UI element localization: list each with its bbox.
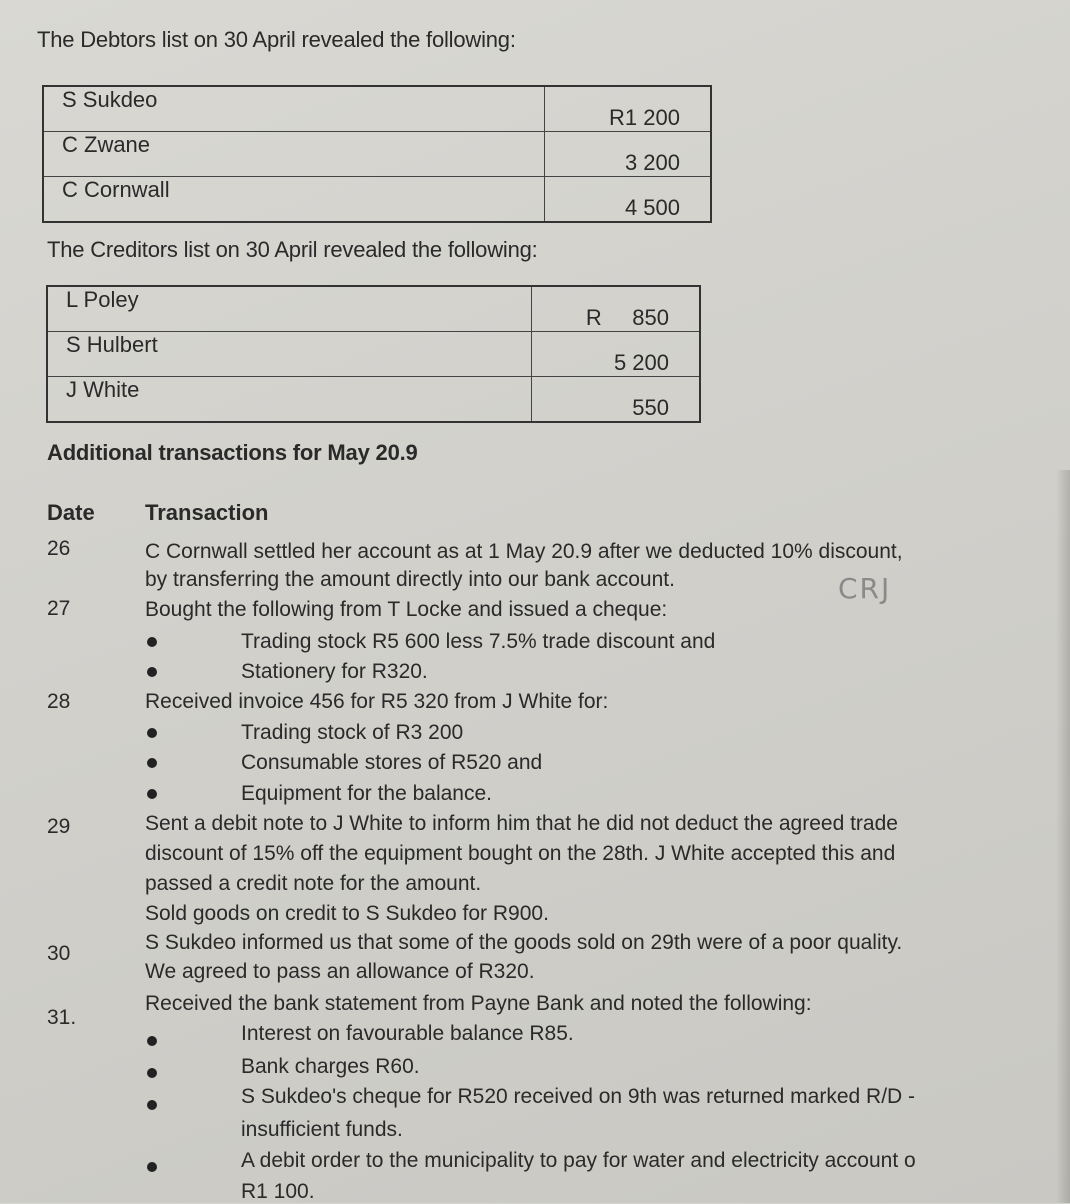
creditor-name: J White <box>47 377 531 423</box>
bullet-item: Bank charges R60. <box>241 1055 420 1078</box>
bullet-icon <box>147 789 157 799</box>
bullet-item: Consumable stores of R520 and <box>241 751 543 774</box>
table-row <box>43 177 711 223</box>
creditor-amount: 5 200 <box>531 332 700 377</box>
creditor-name: S Hulbert <box>47 332 531 377</box>
table-row <box>47 377 700 423</box>
bullet-item: Interest on favourable balance R85. <box>241 1022 574 1045</box>
debtors-heading: The Debtors list on 30 April revealed the following: <box>37 27 516 52</box>
table-row <box>47 286 700 332</box>
bullet-item: Trading stock R5 600 less 7.5% trade discount and <box>241 630 716 653</box>
transaction-date: 27 <box>47 597 71 620</box>
creditor-amount: 550 <box>531 377 700 423</box>
table-row <box>43 132 711 177</box>
transaction-line: passed a credit note for the amount. <box>145 872 482 895</box>
transaction-line: Sold goods on credit to S Sukdeo for R900. <box>145 902 549 925</box>
table-row <box>47 332 700 377</box>
bullet-icon <box>147 1068 157 1078</box>
debtor-name: S Sukdeo <box>43 86 544 132</box>
bullet-icon <box>147 1100 157 1110</box>
transaction-line: We agreed to pass an allowance of R320. <box>145 960 535 983</box>
transaction-line: discount of 15% off the equipment bought on the 28th. J White accepted this and <box>145 842 896 865</box>
bullet-item: Equipment for the balance. <box>241 782 492 805</box>
transaction-line: by transferring the amount directly into our bank account. <box>145 568 675 591</box>
debtors-table <box>42 85 712 223</box>
creditors-table <box>46 285 701 423</box>
transaction-column-header: Transaction <box>145 500 269 525</box>
transaction-date: 28 <box>47 690 71 713</box>
handwritten-note: CRJ <box>838 572 892 605</box>
transaction-line: Sent a debit note to J White to inform him that he did not deduct the agreed trade <box>145 812 898 835</box>
bullet-icon <box>147 758 157 768</box>
bullet-icon <box>147 728 157 738</box>
bullet-continuation: R1 100. <box>241 1180 315 1203</box>
creditor-amount: R 850 <box>531 286 700 332</box>
bullet-continuation: insufficient funds. <box>241 1118 403 1141</box>
bullet-icon <box>147 1162 157 1172</box>
page-edge-shadow <box>1056 470 1070 1203</box>
transaction-line: Received invoice 456 for R5 320 from J White for: <box>145 690 609 713</box>
transaction-line: Bought the following from T Locke and issued a cheque: <box>145 598 668 621</box>
debtor-name: C Zwane <box>43 132 544 177</box>
bullet-icon <box>147 667 157 677</box>
table-row <box>43 86 711 132</box>
creditors-heading: The Creditors list on 30 April revealed the following: <box>47 237 538 262</box>
bullet-item: S Sukdeo's cheque for R520 received on 9th was returned marked R/D - <box>241 1085 916 1108</box>
bullet-icon <box>147 637 157 647</box>
date-column-header: Date <box>47 500 95 525</box>
debtor-name: C Cornwall <box>43 177 544 223</box>
transaction-line: S Sukdeo informed us that some of the goods sold on 29th were of a poor quality. <box>145 931 903 954</box>
debtor-amount: 4 500 <box>544 177 711 223</box>
debtor-amount: 3 200 <box>544 132 711 177</box>
additional-heading: Additional transactions for May 20.9 <box>47 440 418 465</box>
transaction-line: Received the bank statement from Payne Bank and noted the following: <box>145 992 812 1015</box>
bullet-item: A debit order to the municipality to pay for water and electricity account o <box>241 1149 916 1172</box>
bullet-item: Stationery for R320. <box>241 660 428 683</box>
transaction-date: 29 <box>47 815 71 838</box>
transaction-date: 26 <box>47 537 71 560</box>
bullet-icon <box>147 1036 157 1046</box>
debtor-amount: R1 200 <box>544 86 711 132</box>
transaction-date: 31. <box>47 1006 77 1029</box>
creditor-name: L Poley <box>47 286 531 332</box>
transaction-date: 30 <box>47 942 71 965</box>
transaction-line: C Cornwall settled her account as at 1 May 20.9 after we deducted 10% discount, <box>145 540 903 563</box>
bullet-item: Trading stock of R3 200 <box>241 721 464 744</box>
